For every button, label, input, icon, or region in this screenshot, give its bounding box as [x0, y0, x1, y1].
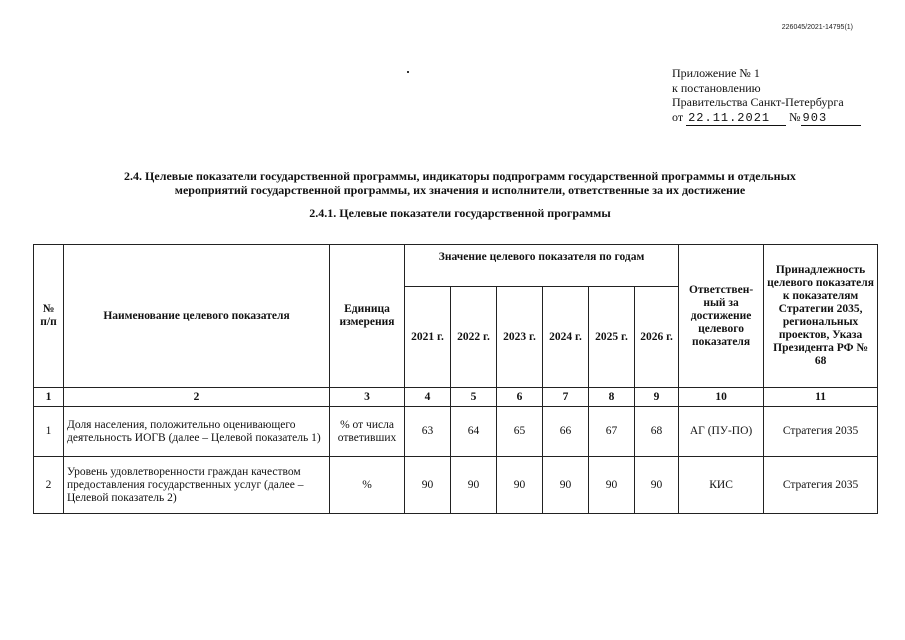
- header-belonging: Принадлежность целевого показателя к показателям Стратегии 2035, региональных проектов, Указа Президента РФ № 68: [764, 245, 878, 388]
- header-values-group: Значение целевого показателя по годам: [405, 245, 679, 287]
- column-number-row: [34, 388, 878, 407]
- appendix-date-line: [672, 110, 861, 127]
- column-number: 3: [330, 388, 405, 407]
- section-heading-line-2: мероприятий государственной программы, их значения и исполнители, ответственные за их достижение: [174, 183, 746, 197]
- decree-number: 903: [801, 111, 861, 127]
- value-cell: 90: [451, 457, 497, 514]
- decree-date: 22.11.2021: [686, 111, 786, 127]
- from-label: от: [672, 109, 684, 124]
- header-year: 2026 г.: [635, 287, 679, 388]
- value-cell: 65: [497, 407, 543, 457]
- value-cell: 90: [589, 457, 635, 514]
- row-num: 2: [34, 457, 64, 514]
- appendix-line-1: Приложение № 1: [672, 66, 760, 80]
- value-cell: 67: [589, 407, 635, 457]
- indicator-name: Уровень удовлетворенности граждан качеством предоставления государственных услуг (далее – Целевой показатель 2): [64, 457, 330, 514]
- header-year: 2021 г.: [405, 287, 451, 388]
- unit-cell: % от числа ответивших: [330, 407, 405, 457]
- column-number: 5: [451, 388, 497, 407]
- column-number: 6: [497, 388, 543, 407]
- responsible-cell: АГ (ПУ-ПО): [679, 407, 764, 457]
- value-cell: 64: [451, 407, 497, 457]
- subsection-heading: 2.4.1. Целевые показатели государственной программы: [309, 206, 611, 220]
- header-name: Наименование целевого показателя: [64, 245, 330, 388]
- table-row: [34, 407, 878, 457]
- header-unit: Единица измерения: [330, 245, 405, 388]
- column-number: 11: [764, 388, 878, 407]
- column-number: 9: [635, 388, 679, 407]
- value-cell: 90: [497, 457, 543, 514]
- column-number: 4: [405, 388, 451, 407]
- header-year: 2024 г.: [543, 287, 589, 388]
- column-number: 7: [543, 388, 589, 407]
- section-heading-line-1: 2.4. Целевые показатели государственной программы, индикаторы подпрограмм государственной программы и отдельных: [124, 169, 796, 183]
- value-cell: 90: [543, 457, 589, 514]
- section-heading: [80, 169, 840, 197]
- value-cell: 66: [543, 407, 589, 457]
- column-number: 1: [34, 388, 64, 407]
- value-cell: 63: [405, 407, 451, 457]
- number-label: №: [789, 109, 801, 124]
- belonging-cell: Стратегия 2035: [764, 457, 878, 514]
- value-cell: 90: [405, 457, 451, 514]
- table-row: [34, 457, 878, 514]
- indicator-name: Доля населения, положительно оценивающего деятельность ИОГВ (далее – Целевой показатель 1): [64, 407, 330, 457]
- belonging-cell: Стратегия 2035: [764, 407, 878, 457]
- unit-cell: %: [330, 457, 405, 514]
- scan-speck: [407, 71, 409, 73]
- value-cell: 68: [635, 407, 679, 457]
- header-year: 2025 г.: [589, 287, 635, 388]
- header-year: 2022 г.: [451, 287, 497, 388]
- header-responsible: Ответствен-ный за достижение целевого показателя: [679, 245, 764, 388]
- document-id: 226045/2021-14795(1): [781, 24, 853, 31]
- appendix-line-2: к постановлению: [672, 80, 761, 95]
- appendix-block: [672, 66, 861, 126]
- value-cell: 90: [635, 457, 679, 514]
- appendix-line-3: Правительства Санкт-Петербурга: [672, 95, 844, 109]
- header-num: № п/п: [34, 245, 64, 388]
- row-num: 1: [34, 407, 64, 457]
- header-year: 2023 г.: [497, 287, 543, 388]
- column-number: 8: [589, 388, 635, 407]
- column-number: 10: [679, 388, 764, 407]
- column-number: 2: [64, 388, 330, 407]
- responsible-cell: КИС: [679, 457, 764, 514]
- target-indicators-table: [33, 244, 878, 514]
